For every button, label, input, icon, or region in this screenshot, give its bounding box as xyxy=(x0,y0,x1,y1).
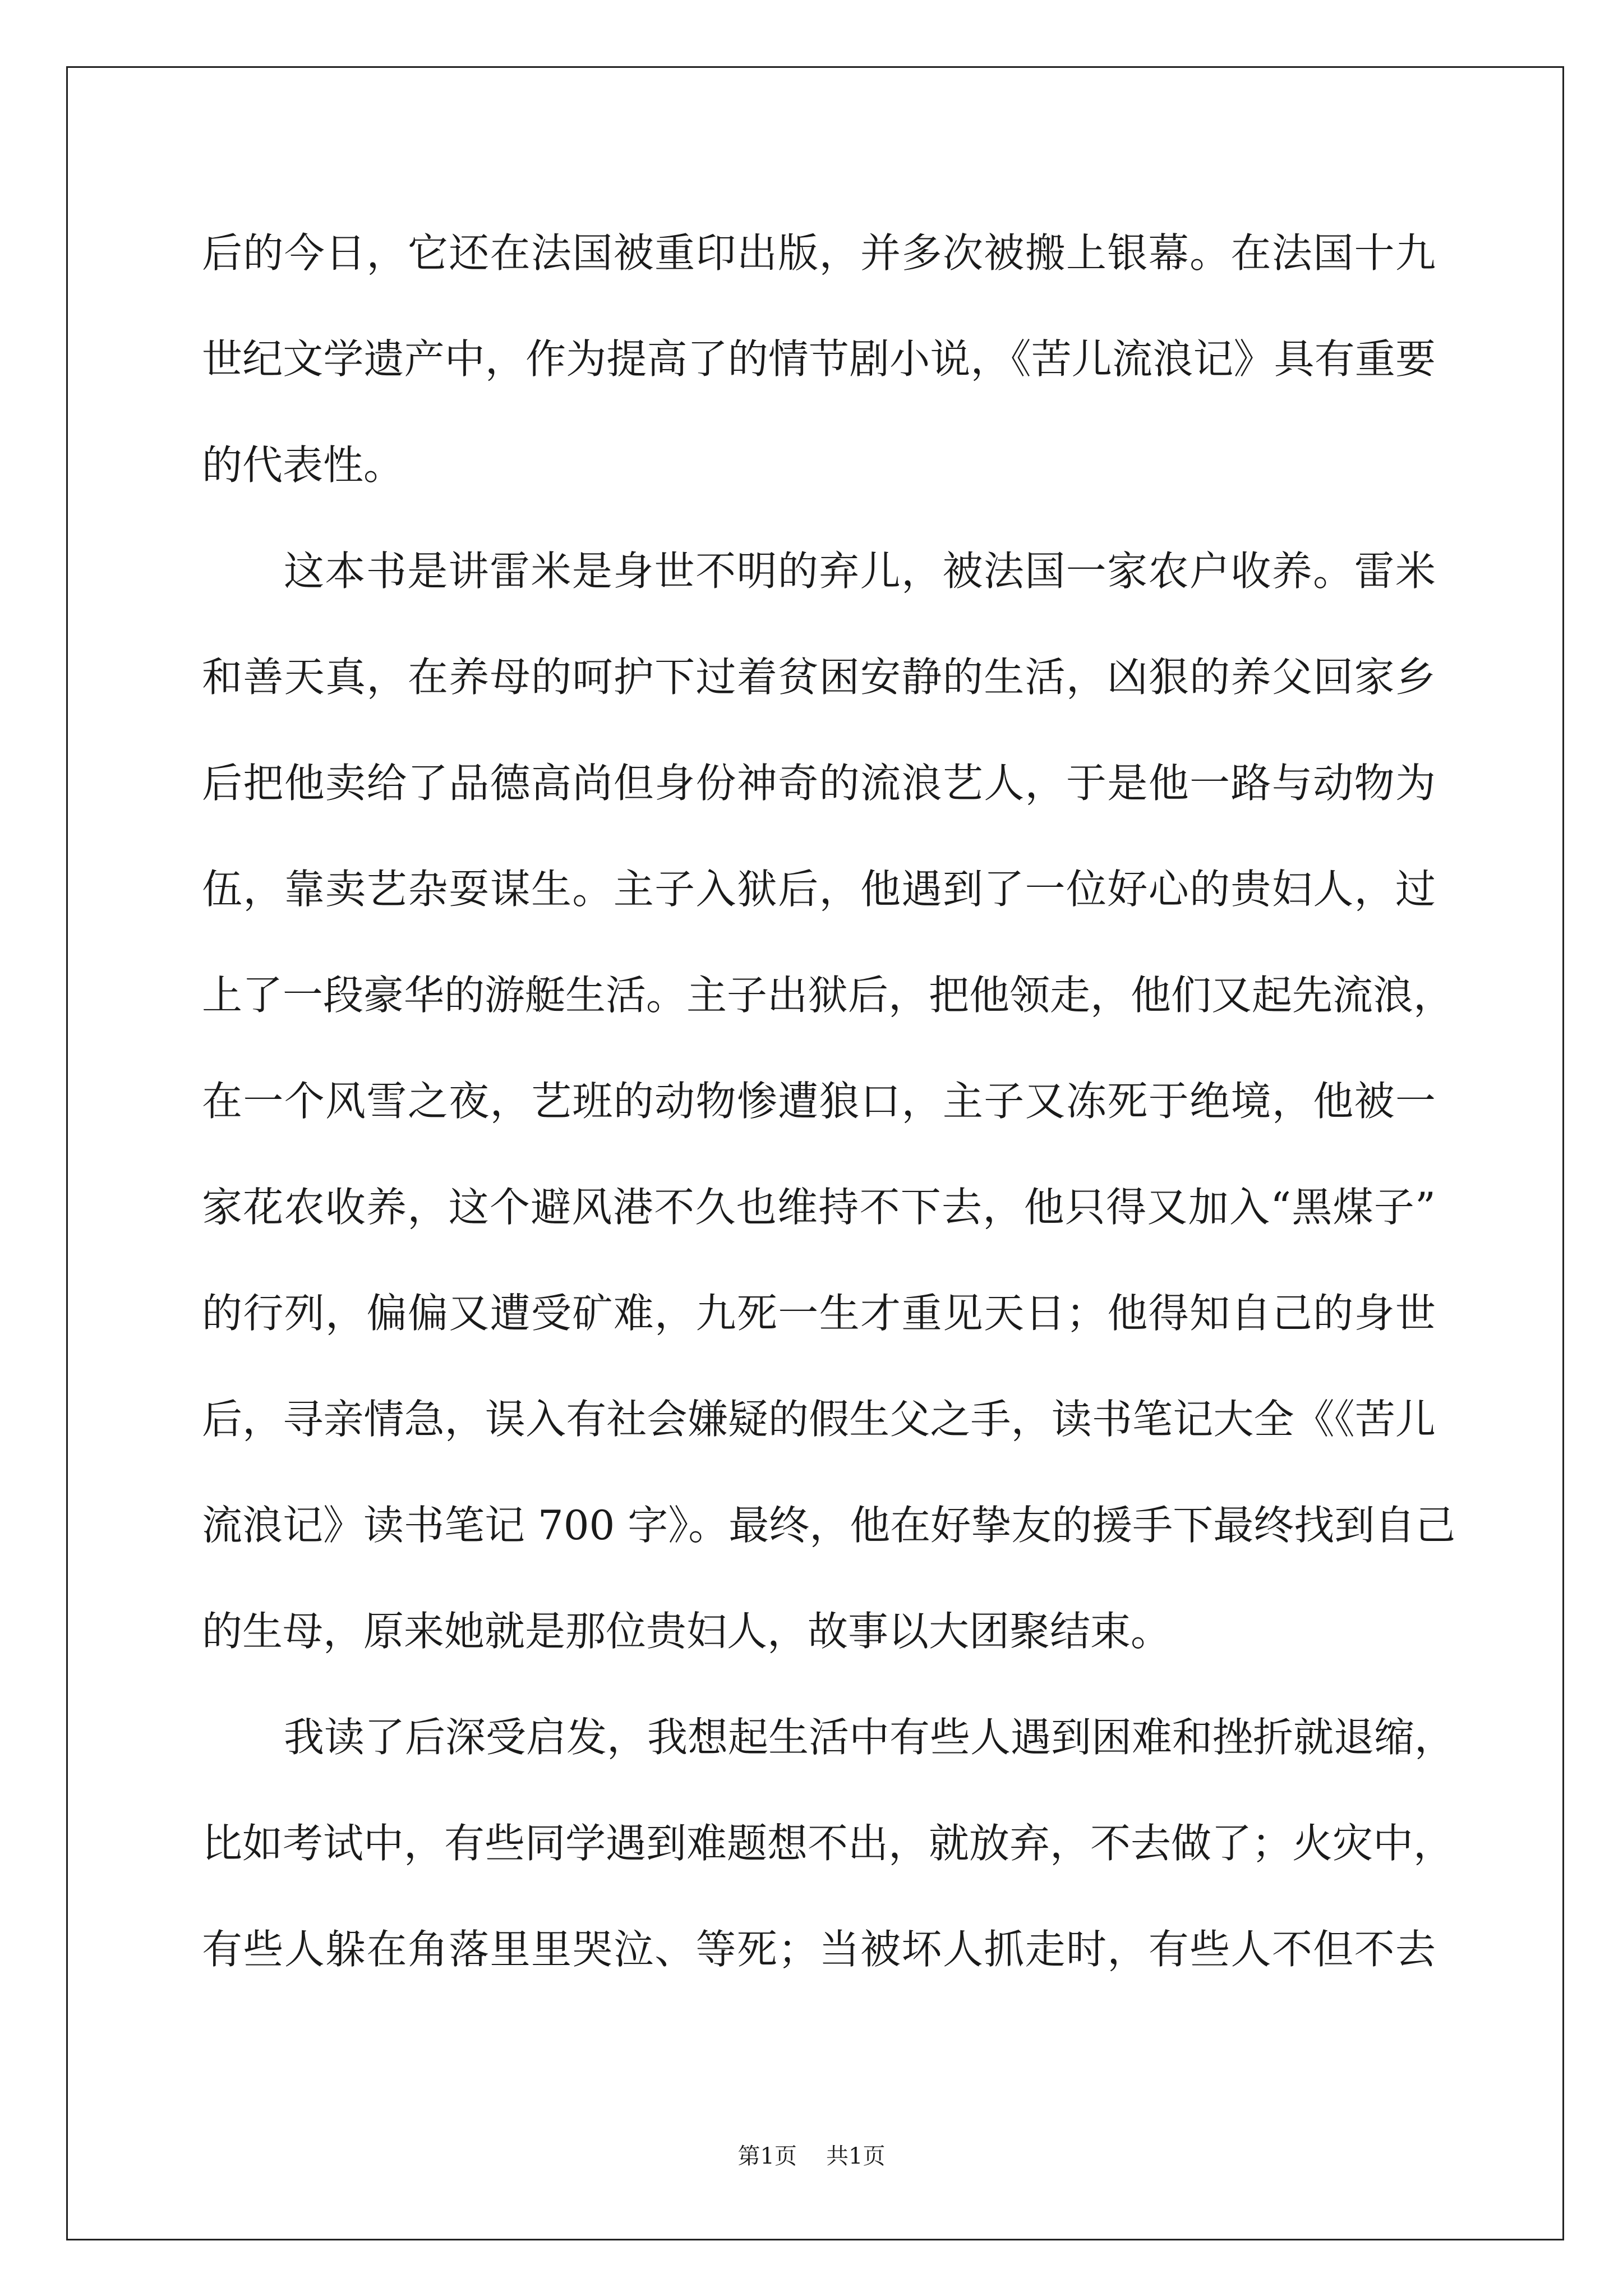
page-footer xyxy=(0,2139,1623,2173)
paragraph xyxy=(202,1685,1455,2003)
text-line: 流浪记》读书笔记 700 字》。最终，他在好挚友的援手下最终找到自己 xyxy=(202,1502,1456,1549)
text-line: 的行列，偏偏又遭受矿难，九死一生才重见天日；他得知自己的身世 xyxy=(202,1290,1436,1337)
page-total: 共1页 xyxy=(826,2143,886,2169)
text-line: 有些人躲在角落里里哭泣、等死；当被坏人抓走时，有些人不但不去 xyxy=(202,1926,1436,1973)
text-line: 的代表性。 xyxy=(202,441,404,489)
text-line: 后，寻亲情急，误入有社会嫌疑的假生父之手，读书笔记大全《《苦儿 xyxy=(202,1396,1436,1443)
text-line: 比如考试中，有些同学遇到难题想不出，就放弃，不去做了；火灾中， xyxy=(202,1820,1454,1867)
paragraph xyxy=(202,200,1436,518)
text-line: 在一个风雪之夜，艺班的动物惨遭狼口，主子又冻死于绝境，他被一 xyxy=(202,1078,1436,1125)
text-line: 上了一段豪华的游艇生活。主子出狱后，把他领走，他们又起先流浪， xyxy=(202,972,1454,1019)
text-line: 伍，靠卖艺杂耍谋生。主子入狱后，他遇到了一位好心的贵妇人，过 xyxy=(202,866,1436,913)
text-line: 和善天真，在养母的呵护下过着贫困安静的生活，凶狠的养父回家乡 xyxy=(202,654,1436,701)
text-line: 后的今日，它还在法国被重印出版，并多次被搬上银幕。在法国十九 xyxy=(202,229,1436,277)
text-line: 世纪文学遗产中，作为提高了的情节剧小说，《苦儿流浪记》具有重要 xyxy=(202,335,1436,383)
paragraph xyxy=(202,518,1456,1685)
text-line: 后把他卖给了品德高尚但身份神奇的流浪艺人，于是他一路与动物为 xyxy=(202,760,1436,807)
page-number: 第1页 xyxy=(737,2143,797,2169)
text-line: 家花农收养，这个避风港不久也维持不下去，他只得又加入“黑煤子” xyxy=(202,1184,1436,1231)
document-body xyxy=(202,200,1456,2003)
text-line: 我读了后深受启发，我想起生活中有些人遇到困难和挫折就退缩， xyxy=(284,1714,1455,1761)
text-line: 的生母，原来她就是那位贵妇人，故事以大团聚结束。 xyxy=(202,1608,1172,1655)
text-line: 这本书是讲雷米是身世不明的弃儿，被法国一家农户收养。雷米 xyxy=(284,547,1436,595)
